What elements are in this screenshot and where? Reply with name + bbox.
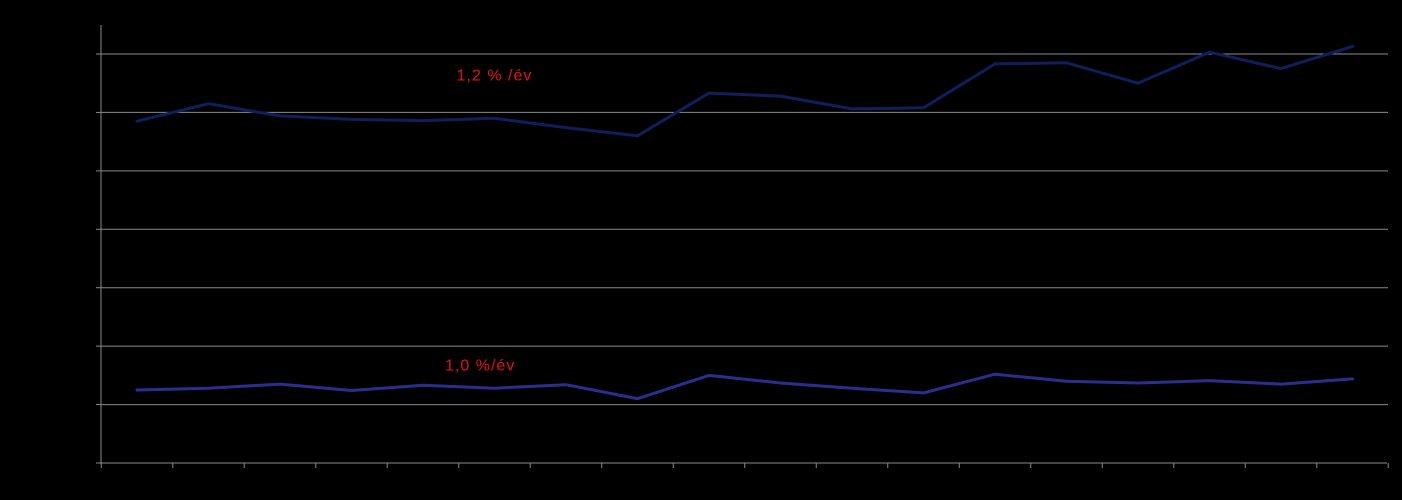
axes [96, 25, 1388, 468]
annotation-2: 1,0 %/év [445, 357, 516, 375]
annotations [445, 67, 532, 374]
series-line-1 [137, 46, 1353, 135]
gridlines [101, 54, 1388, 405]
series-line-2 [137, 374, 1353, 399]
annotation-1: 1,2 % /év [456, 67, 533, 85]
